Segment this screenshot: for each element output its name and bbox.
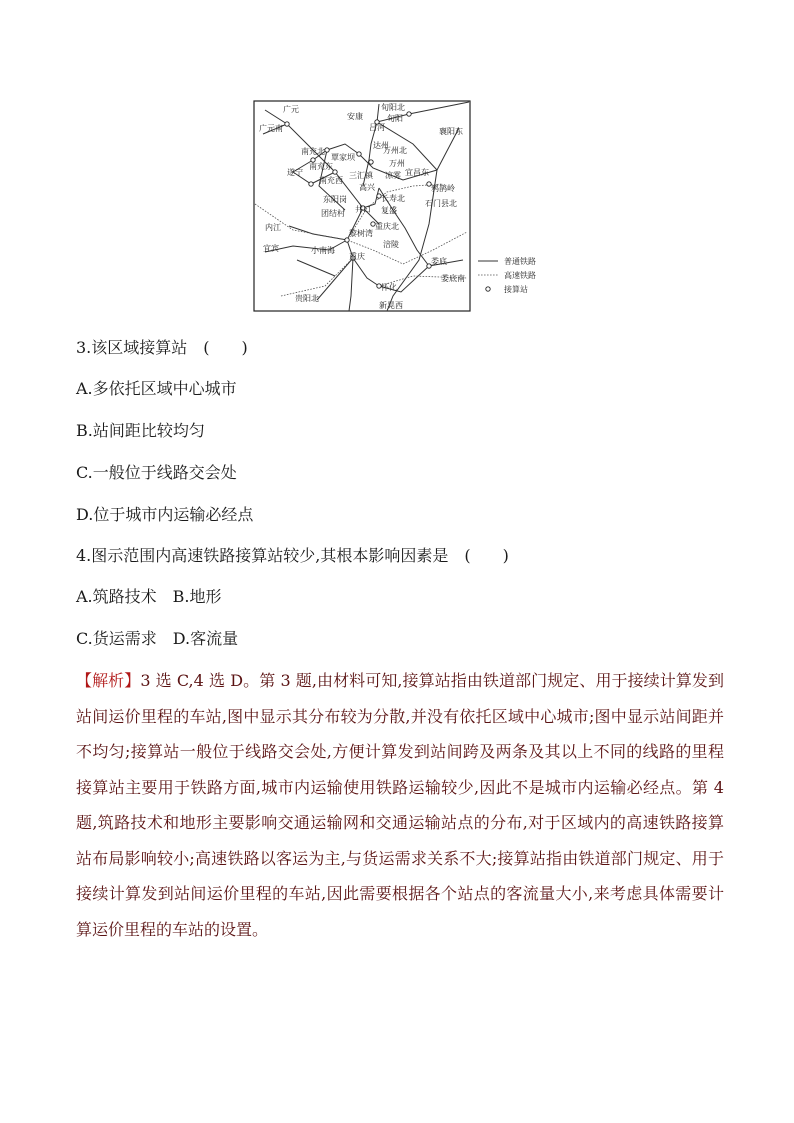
analysis-answer: 3 选 C,4 选 D。 [140, 671, 260, 690]
map-label: 达州 [373, 141, 389, 150]
question-3-option-c: C.一般位于线路交会处 [76, 463, 237, 482]
map-label: 南充北 [301, 147, 325, 156]
railway-map [253, 100, 471, 312]
map-label: 内江 [265, 223, 281, 232]
question-3-option-a: A.多依托区域中心城市 [76, 379, 237, 398]
map-label: 怀化 [381, 283, 397, 292]
map-label: 凉雾 [385, 171, 401, 180]
map-label: 宜昌东 [405, 168, 429, 177]
junction-stations [285, 112, 431, 288]
map-label: 重庆北 [375, 222, 399, 231]
map-label: 广元南 [259, 124, 283, 133]
map-label: 覃家坝 [331, 153, 355, 162]
map-label: 宜宾 [263, 244, 279, 253]
station-labels [259, 102, 465, 310]
analysis-body: 第 3 题,由材料可知,接算站指由铁道部门规定、用于接续计算发到站间运价里程的车站,图中显示其分布较为分散,并没有依托区域中心城市;图中显示站间距并不均匀;接算站一般位于线路交会处,方便计算发到站间跨及两条及其以上不同的线路的里程接算站主要用于铁路方面,城市内运输使用铁路运输较少,因此不是城市内运输必经点。第 4 题,筑路技术和地形主要影响交通运输网和交通运输站点的分布,对于区域内的高速铁路接算站布局影响较小;高速铁路以客运为主,与货运需求关系不大;接算站指由铁道部门规定、用于接续计算发到站间运价里程的车站,因此需要根据各个站点的客流量大小,来考虑具体需要计算运价里程的车站的设置。 [76, 671, 724, 939]
question-4-options-ab: A.筑路技术 B.地形 [76, 587, 222, 606]
question-3-option-b: B.站间距比较均匀 [76, 421, 205, 440]
legend-junction-station: 接算站 [504, 285, 528, 294]
map-label: 高兴 [359, 183, 375, 192]
map-label: 万州北 [383, 146, 407, 155]
map-legend [476, 250, 556, 300]
map-label: 井口 [355, 205, 371, 214]
map-label: 贵阳北 [295, 294, 319, 303]
map-label: 襄阳东 [439, 127, 463, 136]
map-label: 复盛 [381, 206, 397, 215]
question-3-option-d: D.位于城市内运输必经点 [76, 505, 254, 524]
map-label: 旬阳 [387, 114, 403, 123]
map-label: 南充西 [319, 176, 343, 185]
map-label: 娄底南 [441, 274, 465, 283]
map-label: 广元 [283, 105, 299, 114]
map-label: 新晃西 [379, 301, 403, 310]
map-label: 重庆 [349, 252, 365, 261]
map-label: 旬阳北 [381, 103, 405, 112]
map-label: 石门县北 [425, 199, 457, 208]
map-label: 黎树湾 [349, 229, 373, 238]
map-label: 涪陵 [383, 240, 399, 249]
legend-ordinary-railway: 普通铁路 [504, 257, 536, 266]
question-3-stem: 3.该区域接算站 ( ) [76, 338, 248, 357]
map-label: 长寿北 [381, 194, 405, 203]
map-label: 鸦鹊岭 [431, 184, 455, 193]
question-4-options-cd: C.货运需求 D.客流量 [76, 629, 239, 648]
analysis-paragraph [76, 663, 724, 947]
map-label: 南充东 [309, 162, 333, 171]
map-label: 遂宁 [287, 168, 303, 177]
map-label: 三汇镇 [349, 171, 373, 180]
question-4-stem: 4.图示范围内高速铁路接算站较少,其根本影响因素是 ( ) [76, 546, 509, 565]
legend-high-speed-railway: 高速铁路 [504, 271, 536, 280]
map-label: 吕河 [369, 123, 385, 132]
map-label: 团结村 [321, 209, 345, 218]
map-label: 娄底 [431, 257, 447, 266]
map-label: 万州 [389, 159, 405, 168]
analysis-tag: 【解析】 [76, 671, 141, 690]
map-label: 安康 [347, 112, 363, 121]
map-label: 小南海 [311, 246, 335, 255]
map-label: 东阳岗 [323, 195, 347, 204]
